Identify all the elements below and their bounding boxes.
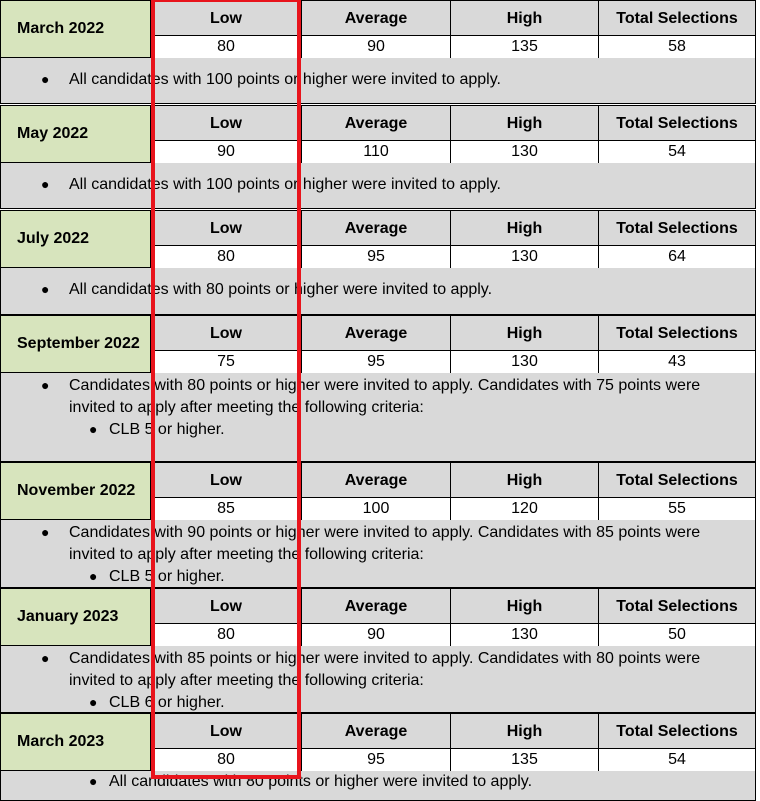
average-header: Average bbox=[301, 588, 451, 624]
criteria-line: CLB 5 or higher. bbox=[109, 568, 225, 585]
low-value: 75 bbox=[150, 350, 302, 374]
note-line: Candidates with 90 points or higher were invited to apply. Candidates with 85 points were bbox=[69, 524, 701, 541]
low-header: Low bbox=[150, 462, 302, 498]
note-line: invited to apply after meeting the following criteria: bbox=[69, 399, 424, 416]
draw-row bbox=[0, 462, 756, 521]
low-header: Low bbox=[150, 105, 302, 141]
draw-note bbox=[0, 268, 756, 315]
average-value: 90 bbox=[301, 35, 451, 59]
average-header: Average bbox=[301, 315, 451, 351]
draw-date: March 2022 bbox=[0, 0, 151, 58]
average-header: Average bbox=[301, 105, 451, 141]
bullet-icon: ● bbox=[41, 650, 50, 666]
average-value: 110 bbox=[301, 140, 451, 164]
total-header: Total Selections bbox=[598, 315, 756, 351]
draw-row bbox=[0, 315, 756, 374]
criteria-line: CLB 5 or higher. bbox=[109, 421, 225, 438]
total-value: 43 bbox=[598, 350, 756, 374]
draw-row bbox=[0, 713, 756, 772]
note-line: Candidates with 85 points or higher were invited to apply. Candidates with 80 points were bbox=[69, 650, 701, 667]
high-header: High bbox=[450, 105, 599, 141]
bullet-icon: ● bbox=[89, 773, 98, 789]
bullet-icon: ● bbox=[89, 421, 98, 437]
average-header: Average bbox=[301, 210, 451, 246]
high-header: High bbox=[450, 315, 599, 351]
bullet-icon: ● bbox=[89, 694, 98, 710]
draw-note bbox=[0, 520, 756, 588]
note-line: Candidates with 80 points or higher were invited to apply. Candidates with 75 points were bbox=[69, 377, 701, 394]
draw-row bbox=[0, 210, 756, 269]
high-value: 120 bbox=[450, 497, 599, 521]
total-header: Total Selections bbox=[598, 0, 756, 36]
bullet-icon: ● bbox=[89, 568, 98, 584]
high-value: 130 bbox=[450, 350, 599, 374]
low-header: Low bbox=[150, 210, 302, 246]
draw-row bbox=[0, 0, 756, 59]
note-line: invited to apply after meeting the following criteria: bbox=[69, 672, 424, 689]
total-header: Total Selections bbox=[598, 210, 756, 246]
high-value: 130 bbox=[450, 623, 599, 647]
criteria-line: All candidates with 80 points or higher were invited to apply. bbox=[109, 773, 533, 790]
low-value: 85 bbox=[150, 497, 302, 521]
total-header: Total Selections bbox=[598, 713, 756, 749]
total-value: 58 bbox=[598, 35, 756, 59]
high-value: 130 bbox=[450, 245, 599, 269]
high-value: 135 bbox=[450, 35, 599, 59]
average-value: 100 bbox=[301, 497, 451, 521]
low-value: 90 bbox=[150, 140, 302, 164]
high-header: High bbox=[450, 0, 599, 36]
average-value: 95 bbox=[301, 748, 451, 772]
total-value: 64 bbox=[598, 245, 756, 269]
low-header: Low bbox=[150, 0, 302, 36]
draw-note bbox=[0, 373, 756, 462]
low-value: 80 bbox=[150, 623, 302, 647]
low-header: Low bbox=[150, 315, 302, 351]
bullet-icon: ● bbox=[41, 71, 50, 87]
draw-date: July 2022 bbox=[0, 210, 151, 268]
total-header: Total Selections bbox=[598, 105, 756, 141]
high-value: 135 bbox=[450, 748, 599, 772]
total-value: 55 bbox=[598, 497, 756, 521]
high-header: High bbox=[450, 713, 599, 749]
note-line: invited to apply after meeting the following criteria: bbox=[69, 546, 424, 563]
draw-date: November 2022 bbox=[0, 462, 151, 520]
total-header: Total Selections bbox=[598, 462, 756, 498]
high-header: High bbox=[450, 210, 599, 246]
draw-note bbox=[0, 163, 756, 209]
draw-note bbox=[0, 771, 756, 801]
draw-date: May 2022 bbox=[0, 105, 151, 163]
note-line: All candidates with 100 points or higher were invited to apply. bbox=[69, 176, 501, 193]
draw-row bbox=[0, 588, 756, 647]
average-header: Average bbox=[301, 713, 451, 749]
draw-note bbox=[0, 646, 756, 713]
average-header: Average bbox=[301, 0, 451, 36]
high-header: High bbox=[450, 462, 599, 498]
draw-date: September 2022 bbox=[0, 315, 151, 373]
bullet-icon: ● bbox=[41, 524, 50, 540]
bullet-icon: ● bbox=[41, 281, 50, 297]
note-line: All candidates with 100 points or higher were invited to apply. bbox=[69, 71, 501, 88]
average-value: 95 bbox=[301, 350, 451, 374]
total-value: 50 bbox=[598, 623, 756, 647]
bullet-icon: ● bbox=[41, 377, 50, 393]
bullet-icon: ● bbox=[41, 176, 50, 192]
draw-date: January 2023 bbox=[0, 588, 151, 646]
draw-row bbox=[0, 105, 756, 164]
total-value: 54 bbox=[598, 140, 756, 164]
low-header: Low bbox=[150, 713, 302, 749]
total-value: 54 bbox=[598, 748, 756, 772]
draw-note bbox=[0, 58, 756, 104]
low-header: Low bbox=[150, 588, 302, 624]
low-value: 80 bbox=[150, 245, 302, 269]
high-value: 130 bbox=[450, 140, 599, 164]
draw-date: March 2023 bbox=[0, 713, 151, 771]
low-value: 80 bbox=[150, 748, 302, 772]
average-value: 90 bbox=[301, 623, 451, 647]
total-header: Total Selections bbox=[598, 588, 756, 624]
high-header: High bbox=[450, 588, 599, 624]
average-value: 95 bbox=[301, 245, 451, 269]
criteria-line: CLB 6 or higher. bbox=[109, 694, 225, 711]
low-value: 80 bbox=[150, 35, 302, 59]
note-line: All candidates with 80 points or higher were invited to apply. bbox=[69, 281, 493, 298]
average-header: Average bbox=[301, 462, 451, 498]
